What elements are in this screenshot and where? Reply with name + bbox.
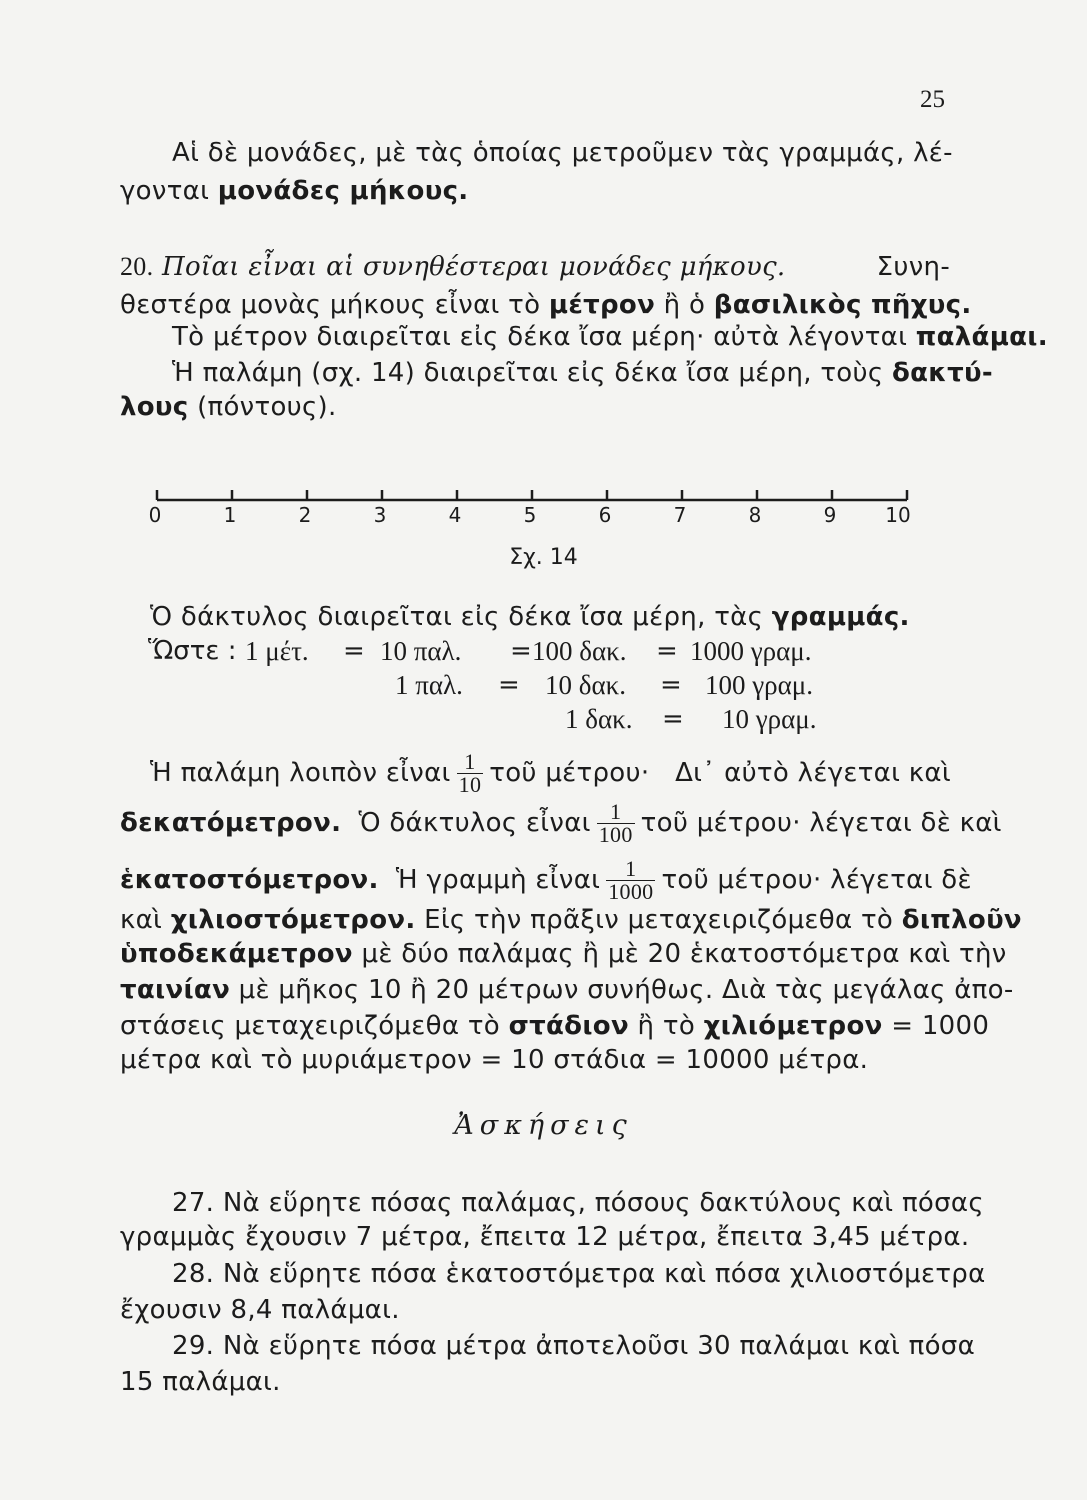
text-span: θεστέρα μονὰς μήκους εἶναι τὸ <box>120 290 549 320</box>
equation-row-1 <box>0 636 1087 670</box>
fraction-denominator: 1000 <box>608 879 654 904</box>
text-span: Συνη- <box>876 252 950 282</box>
equals-sign: = <box>662 704 684 734</box>
question-text: Ποῖαι εἶναι αἱ συνηθέστεραι μονάδες μήκους. <box>161 252 786 282</box>
fraction-numerator: 1 <box>610 799 622 824</box>
equation-term: 10 παλ. <box>380 636 462 666</box>
equals-sign: = <box>660 670 682 700</box>
ruler-label: 7 <box>673 503 687 527</box>
question-20-line-2 <box>120 288 972 322</box>
page-number: 25 <box>920 86 945 113</box>
text-span: Τὸ μέτρον διαιρεῖται εἰς δέκα ἴσα μέρη· αὐτὰ λέγονται <box>172 322 916 352</box>
exercise-28-line-2: ἔχουσιν 8,4 παλάμαι. <box>120 1295 400 1325</box>
text-span: μὲ μῆκος 10 ἢ 20 μέτρων συνήθως. Διὰ τὰς μεγάλας ἀπο- <box>230 975 1014 1005</box>
exercise-27-line-2: γραμμὰς ἔχουσιν 7 μέτρα, ἔπειτα 12 μέτρα, ἔπειτα 3,45 μέτρα. <box>120 1222 970 1252</box>
fraction-one-tenth <box>457 751 484 796</box>
fraction-numerator: 1 <box>464 749 476 774</box>
question-20-line-1 <box>120 250 950 284</box>
ruler-label: 8 <box>748 503 762 527</box>
ruler-label: 2 <box>298 503 312 527</box>
text-span: Ὁ δάκτυλος εἶναι <box>358 808 591 838</box>
paragraph-4-line-1 <box>150 748 950 798</box>
equals-sign: = <box>510 636 532 666</box>
fraction-one-thousandth <box>606 858 655 903</box>
paragraph-4-line-3 <box>120 855 972 905</box>
equation-term: 100 γραμ. <box>705 670 814 700</box>
paragraph-4-line-8: μέτρα καὶ τὸ μυριάμετρον = 10 στάδια = 10000 μέτρα. <box>120 1045 869 1075</box>
paragraph-4-line-2 <box>120 798 1002 848</box>
term-stadion: στάδιον <box>508 1011 629 1041</box>
exercise-28-line-1: 28. Νὰ εὕρητε πόσα ἑκατοστόμετρα καὶ πόσα χιλιοστόμετρα <box>172 1259 986 1289</box>
equals-sign: = <box>343 636 365 666</box>
equation-row-3 <box>0 704 1087 738</box>
text-span: καὶ <box>120 905 171 935</box>
text-span: Ἡ γραμμὴ εἶναι <box>395 865 601 895</box>
equation-term: 100 δακ. <box>532 636 627 666</box>
term-daktylous-end: λους <box>120 392 189 422</box>
text-span: Δι᾽ αὐτὸ λέγεται καὶ <box>675 758 951 788</box>
term-ypodekametron: ὑποδεκάμετρον <box>120 939 353 969</box>
equation-term: 1000 γραμ. <box>690 636 812 666</box>
figure-caption: Σχ. 14 <box>509 545 578 570</box>
term-dekatometron: δεκατόμετρον. <box>120 808 342 838</box>
paragraph-3-line-1 <box>150 600 950 634</box>
exercises-heading: Ἀσκήσεις <box>454 1110 633 1141</box>
question-20-heading <box>120 250 786 284</box>
term-length-units: μονάδες μήκους. <box>217 176 469 206</box>
text-span: ἢ τὸ <box>628 1011 704 1041</box>
ruler-label: 10 <box>885 503 911 527</box>
equation-term: 1 μέτ. <box>245 636 309 666</box>
text-span: τοῦ μέτρου· <box>489 758 650 788</box>
ruler-label: 3 <box>373 503 387 527</box>
ruler-label: 6 <box>598 503 612 527</box>
equation-lead: Ὥστε : <box>148 636 237 666</box>
text-span: ἢ ὁ <box>655 290 714 320</box>
fraction-numerator: 1 <box>625 856 637 881</box>
equation-term: 10 γραμ. <box>722 704 817 734</box>
equation-term: 10 δακ. <box>545 670 626 700</box>
paragraph-4-line-5 <box>120 937 1007 971</box>
text-span: τοῦ μέτρου· λέγεται δὲ καὶ <box>640 808 1002 838</box>
fraction-one-hundredth <box>597 801 635 846</box>
equals-sign: = <box>656 636 678 666</box>
equation-term: 1 δακ. <box>565 704 633 734</box>
term-tainian: ταινίαν <box>120 975 231 1005</box>
term-metron: μέτρον <box>548 290 656 320</box>
term-palames: παλάμαι. <box>915 322 1048 352</box>
term-vasilikos-pichys: βασιλικὸς πῆχυς. <box>713 290 972 320</box>
ruler-label: 0 <box>148 503 162 527</box>
term-daktylous: δακτύ- <box>891 358 993 388</box>
equation-row-2 <box>0 670 1087 704</box>
text-span: μὲ δύο παλάμας ἢ μὲ 20 ἑκατοστόμετρα καὶ τὴν <box>352 939 1007 969</box>
fraction-denominator: 100 <box>598 822 633 847</box>
equals-sign: = <box>498 670 520 700</box>
text-span: γονται <box>120 176 218 206</box>
term-diploun: διπλοῦν <box>901 905 1022 935</box>
question-20-line-5 <box>120 390 950 424</box>
text-span: (πόντους). <box>188 392 337 422</box>
text-span: Εἰς τὴν πρᾶξιν μεταχειριζόμεθα τὸ <box>415 905 902 935</box>
paragraph-1-line-2 <box>120 174 950 208</box>
paragraph-1-line-1: Αἱ δὲ μονάδες, μὲ τὰς ὁποίας μετροῦμεν τὰς γραμμάς, λέ- <box>172 138 953 168</box>
paragraph-4-line-6 <box>120 973 1014 1007</box>
ruler-label: 1 <box>223 503 237 527</box>
text-span: = 1000 <box>882 1011 990 1041</box>
paragraph-4-line-7 <box>120 1009 990 1043</box>
term-ekatostometron: ἑκατοστόμετρον. <box>120 865 379 895</box>
text-span: στάσεις μεταχειριζόμεθα τὸ <box>120 1011 509 1041</box>
paragraph-4-line-4 <box>120 903 1022 937</box>
question-20-line-4 <box>172 356 993 390</box>
term-chiliostometron: χιλιοστόμετρον. <box>170 905 416 935</box>
term-chiliometron: χιλιόμετρον <box>703 1011 883 1041</box>
question-20-line-3 <box>172 320 1048 354</box>
exercise-27-line-1: 27. Νὰ εὕρητε πόσας παλάμας, πόσους δακτύλους καὶ πόσας <box>172 1188 984 1218</box>
fraction-denominator: 10 <box>458 772 482 797</box>
text-span: Ἡ παλάμη (σχ. 14) διαιρεῖται εἰς δέκα ἴσα μέρη, τοὺς <box>172 358 892 388</box>
term-grammes: γραμμάς. <box>771 602 910 632</box>
text-span: τοῦ μέτρου· λέγεται δὲ <box>661 865 972 895</box>
exercise-29-line-2: 15 παλάμαι. <box>120 1367 281 1397</box>
ruler-label: 5 <box>523 503 537 527</box>
ruler-label: 9 <box>823 503 837 527</box>
text-span: Ὁ δάκτυλος διαιρεῖται εἰς δέκα ἴσα μέρη, τὰς <box>150 602 772 632</box>
question-number: 20. <box>120 252 154 281</box>
ruler-label: 4 <box>448 503 462 527</box>
equation-term: 1 παλ. <box>395 670 463 700</box>
ruler-figure <box>0 470 1087 530</box>
exercise-29-line-1: 29. Νὰ εὕρητε πόσα μέτρα ἀποτελοῦσι 30 παλάμαι καὶ πόσα <box>172 1331 976 1361</box>
text-span: Ἡ παλάμη λοιπὸν εἶναι <box>150 758 451 788</box>
